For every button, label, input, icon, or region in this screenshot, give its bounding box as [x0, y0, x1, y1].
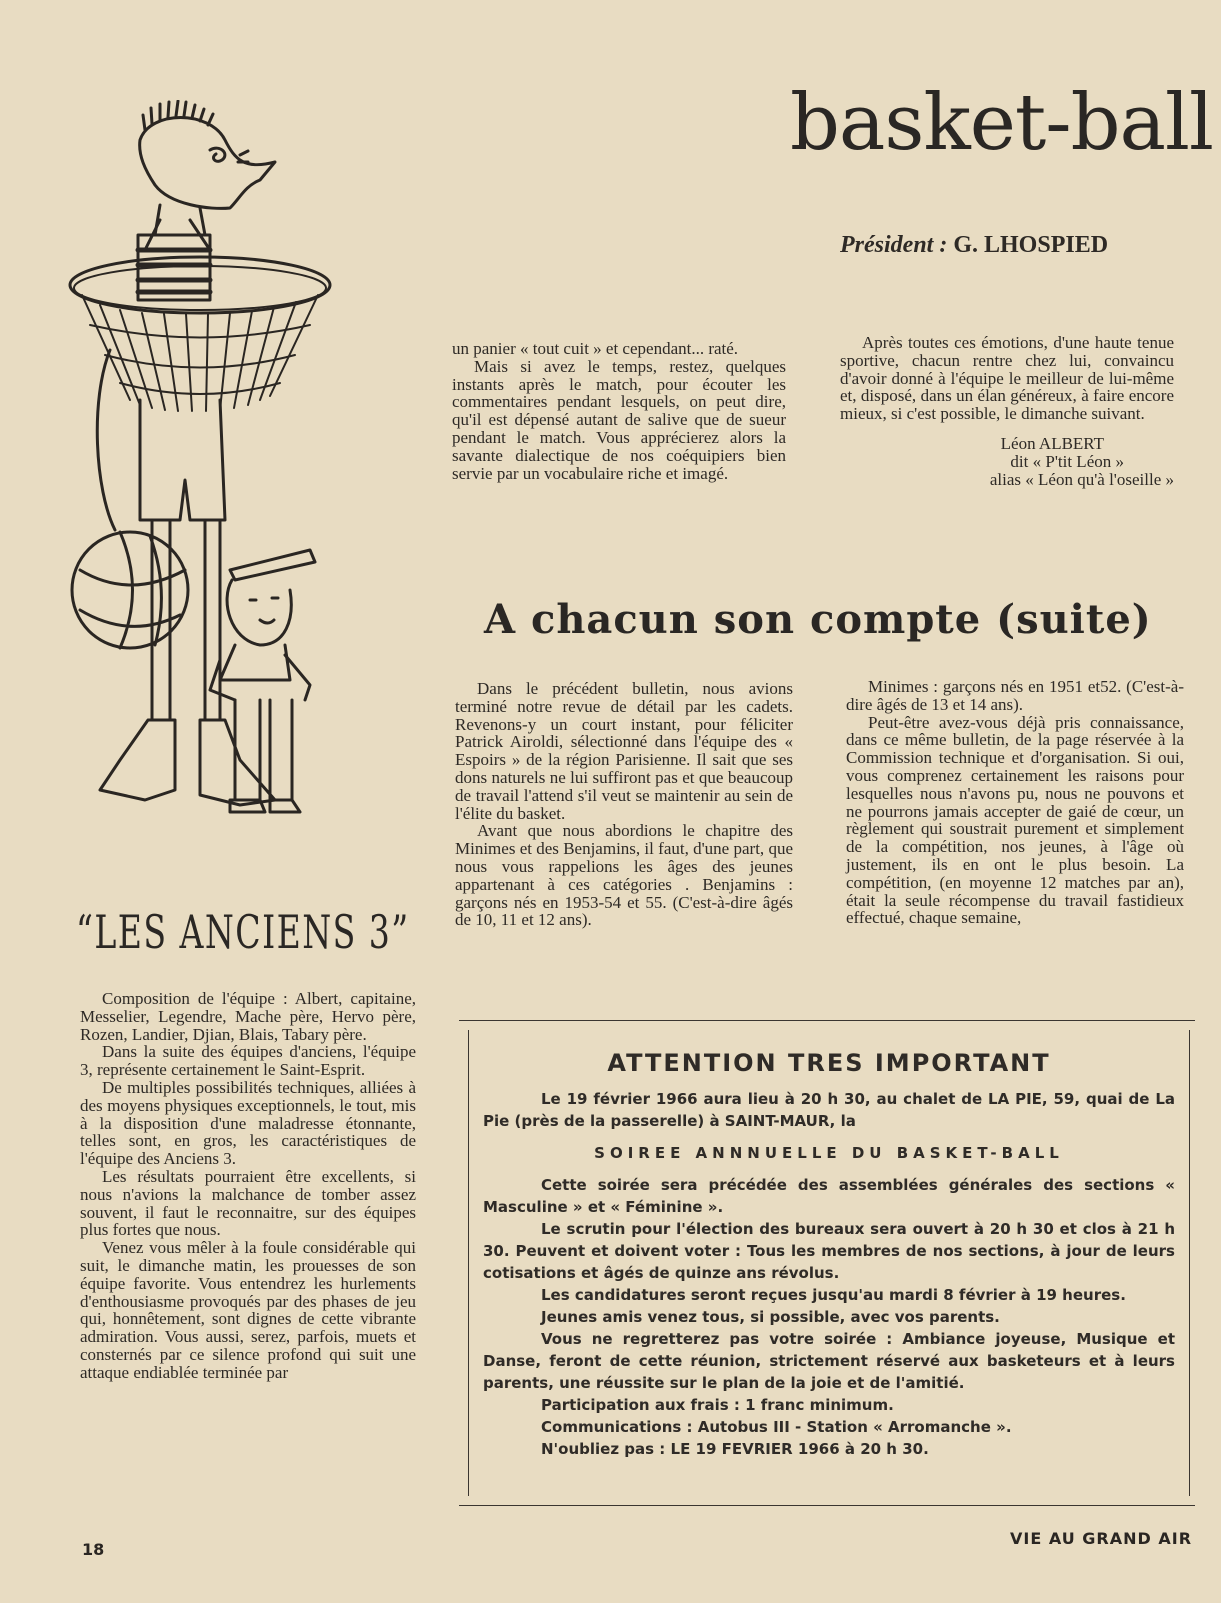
- announcement-paragraph: Jeunes amis venez tous, si possible, avec vos parents.: [541, 1308, 1000, 1326]
- paragraph: Composition de l'équipe : Albert, capitaine, Messelier, Legendre, Mache père, Hervo père, Rozen, Landier, Djian, Blais, Tabary père.: [80, 989, 416, 1044]
- announcement-detail: Communications : Autobus III - Station « Arromanche ».: [541, 1418, 1012, 1436]
- paragraph: Peut-être avez-vous déjà pris connaissance, dans ce même bulletin, de la page réservée à la Commission technique et d'organisation. Si oui, vous comprenez certainement les raisons pour lesquelles nous n'avons pu, nous ne pouvons et ne pourrons jamais accepter de gaié de cœur, un règlement qui soustrait purement et simplement de la compétition, nos jeunes, à l'âge où justement, ils en ont le plus besoin. La compétition, (en moyenne 12 matches par an), était la seule récompense du travail fastidieux effectué, chaque semaine,: [846, 712, 1184, 928]
- paragraph: Venez vous mêler à la foule considérable qui suit, le dimanche matin, les prouesses de son équipe favorite. Vous entendrez les hurlements d'enthousiasme provoqués par des phases de jeu qui, honnêtement, sont dignes de cette vibrante admiration. Vous aussi, serez, parfois, muets et consternés par ce silence profond qui suit une attaque endiablée terminée par: [80, 1238, 416, 1382]
- top-middle-column: [452, 340, 786, 482]
- announcement-intro: Le 19 février 1966 aura lieu à 20 h 30, au chalet de LA PIE, 59, quai de La Pie (près de la passerelle) à SAINT-MAUR, la: [483, 1090, 1175, 1130]
- announcement-paragraph: Le scrutin pour l'élection des bureaux sera ouvert à 20 h 30 et clos à 21 h 30. Peuvent et doivent voter : Tous les membres de nos sections, à jour de leurs cotisations et âgés de quinze ans révolus.: [483, 1220, 1175, 1282]
- basketball-players-illustration: [60, 100, 340, 840]
- signature-nickname: dit « P'tit Léon »: [1010, 451, 1124, 471]
- paragraph: Les résultats pourraient être excellents, si nous n'avions la malchance de tomber assez souvent, il faut le reconnaitre, sur des équipes plus fortes que nous.: [80, 1166, 416, 1240]
- section-column-1: [455, 680, 793, 929]
- announcement-subheading: SOIREE ANNNUELLE DU BASKET-BALL: [594, 1144, 1064, 1162]
- announcement-box: [468, 1030, 1190, 1496]
- paragraph: Dans le précédent bulletin, nous avions terminé notre revue de détail par les cadets. Revenons-y un court instant, pour féliciter Patrick Airoldi, sélectionné dans l'équipe des « Espoirs » de la région Parisienne. Il sait que ses dons naturels ne lui suffiront pas et que beaucoup de travail l'attend s'il veut se maintenir au sein de l'élite du basket.: [455, 679, 793, 823]
- anciens-title: “LES ANCIENS 3”: [76, 905, 410, 959]
- page-title: basket-ball: [790, 78, 1213, 168]
- announcement-heading: ATTENTION TRES IMPORTANT: [607, 1049, 1051, 1077]
- paragraph: Après toutes ces émotions, d'une haute tenue sportive, chacun rentre chez lui, convaincu d'avoir donné à l'équipe le meilleur de lui-même et, disposé, dans un élan généreux, à faire encore mieux, si c'est possible, le dimanche suivant.: [840, 333, 1174, 424]
- publication-name: VIE AU GRAND AIR: [1010, 1529, 1193, 1548]
- announcement-top-rule: [459, 1020, 1195, 1021]
- announcement-body: [483, 1049, 1175, 1460]
- president-label: Président :: [840, 232, 948, 258]
- signature-alias: alias « Léon qu'à l'oseille »: [989, 469, 1174, 489]
- top-right-column: [840, 334, 1174, 488]
- paragraph: Mais si avez le temps, restez, quelques instants après le match, pour écouter les commentaires pendant lesquels, on peut dire, qu'il est dépensé autant de salive que de sueur pendant le match. Vous apprécierez alors la savante dialectique de nos coéquipiers bien servie par un vocabulaire riche et imagé.: [452, 356, 786, 483]
- announcement-paragraph: Vous ne regretterez pas votre soirée : Ambiance joyeuse, Musique et Danse, feront de cette réunion, strictement réservé aux basketeurs et à leurs parents, une réussite sur le plan de la joie et de l'amitié.: [483, 1330, 1175, 1392]
- announcement-paragraph: Les candidatures seront reçues jusqu'au mardi 8 février à 19 heures.: [541, 1286, 1126, 1304]
- paragraph: Avant que nous abordions le chapitre des Minimes et des Benjamins, il faut, d'une part, que nous vous rappelions les âges des jeunes appartenant à ces catégories . Benjamins : garçons nés en 1953-54 et 55. (C'est-à-dire âgés de 10, 11 et 12 ans).: [455, 821, 793, 930]
- president-line: [840, 232, 1108, 259]
- paragraph: De multiples possibilités techniques, alliées à des moyens physiques exceptionnels, le tout, mis à la disposition d'une maladresse étonnante, telles sont, en gros, les caractéristiques de l'équipe des Anciens 3.: [80, 1077, 416, 1169]
- announcement-bottom-rule: [459, 1505, 1195, 1506]
- paragraph: Dans la suite des équipes d'anciens, l'équipe 3, représente certainement le Saint-Esprit.: [80, 1042, 416, 1080]
- announcement-paragraph: Cette soirée sera précédée des assemblées générales des sections « Masculine » et « Féminine ».: [483, 1176, 1175, 1216]
- paragraph: Minimes : garçons nés en 1951 et52. (C'est-à-dire âgés de 13 et 14 ans).: [846, 677, 1184, 714]
- signature: [840, 435, 1174, 488]
- announcement-detail: Participation aux frais : 1 franc minimum.: [541, 1396, 894, 1414]
- signature-name: Léon ALBERT: [1000, 433, 1104, 453]
- president-name: G. LHOSPIED: [953, 232, 1109, 258]
- page-number: 18: [82, 1540, 105, 1559]
- announcement-detail: N'oubliez pas : LE 19 FEVRIER 1966 à 20 h 30.: [541, 1440, 929, 1458]
- section-title: A chacun son compte (suite): [484, 596, 1152, 643]
- section-column-2: [846, 678, 1184, 927]
- paragraph: un panier « tout cuit » et cependant... raté.: [452, 339, 739, 358]
- anciens-column: [80, 990, 416, 1382]
